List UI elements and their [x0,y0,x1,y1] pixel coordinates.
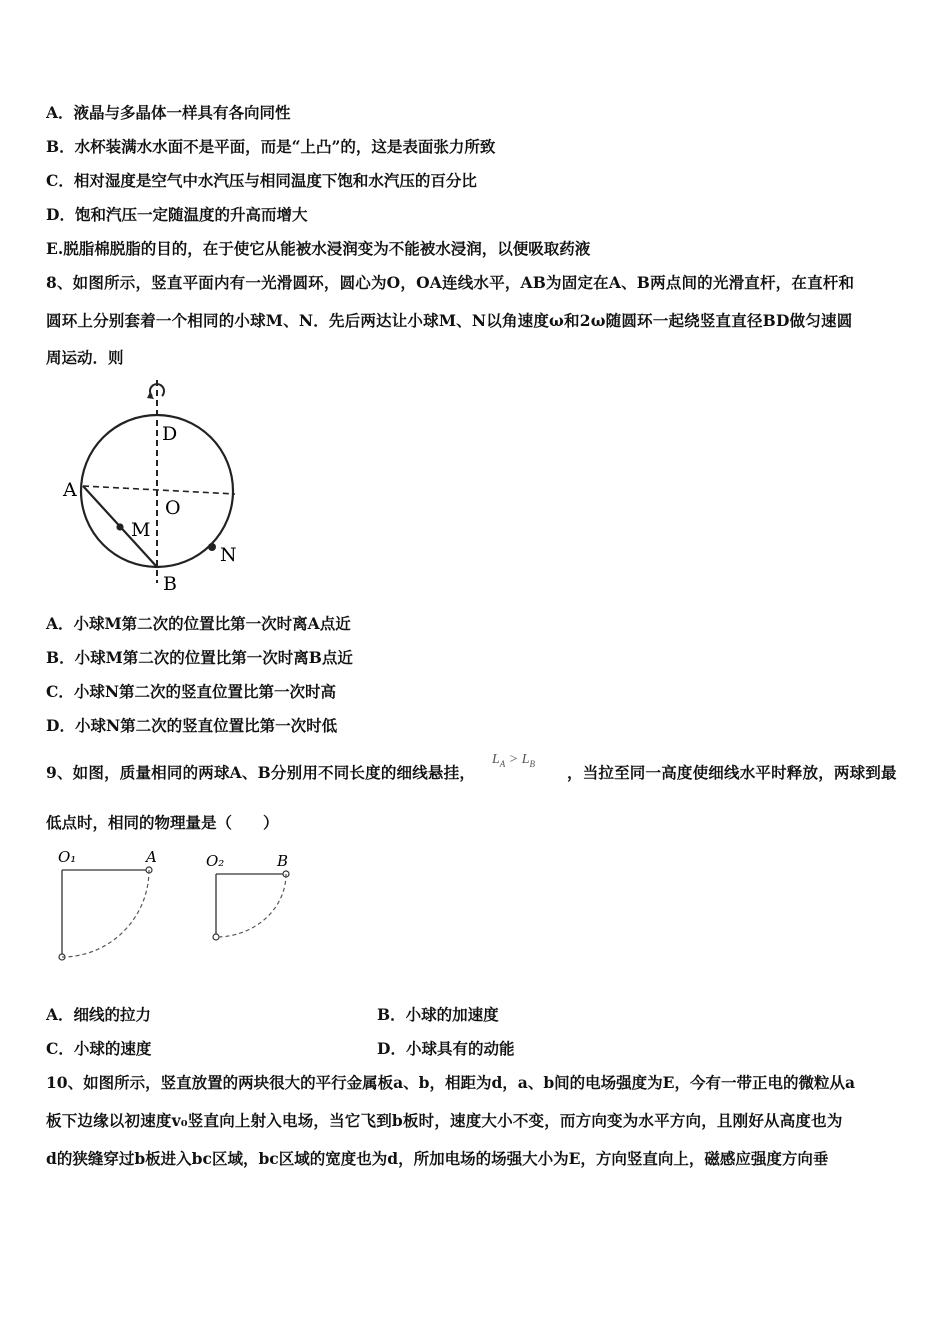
q9-option-b: B．小球的加速度 [377,1005,499,1024]
q8-stem-line1: 8、如图所示，竖直平面内有一光滑圆环，圆心为O，OA连线水平，AB为固定在A、B两点间的光滑直杆，在直杆和 [46,273,855,292]
q7-option-c: C．相对湿度是空气中水汽压与相同温度下饱和水汽压的百分比 [46,171,477,190]
q9-option-d: D．小球具有的动能 [377,1039,515,1058]
q9-figure-pendulums [48,845,308,970]
q9-stem-line1-pre: 9、如图，质量相同的两球A、B分别用不同长度的细线悬挂， [46,763,476,782]
label-b-ball: B [277,852,289,870]
label-a-ball: A [146,848,157,866]
label-d: D [162,423,178,445]
q8-stem-line2: 圆环上分别套着一个相同的小球M、N．先后两达让小球M、N以角速度ω和2ω随圆环一起绕竖直直径BD做匀速圆 [46,311,853,330]
label-a: A [63,479,77,501]
q10-stem-line3: d的狭缝穿过b板进入bc区域，bc区域的宽度也为d，所加电场的场强大小为E，方向竖直向上，磁感应强度方向垂 [46,1149,829,1168]
q8-option-a: A．小球M第二次的位置比第一次时离A点近 [46,614,351,633]
q9-option-a: A．细线的拉力 [46,1005,152,1024]
q8-stem-line3: 周运动．则 [46,348,124,367]
q10-stem-line2: 板下边缘以初速度v₀竖直向上射入电场，当它飞到b板时，速度大小不变，而方向变为水平方向，且刚好从高度也为 [46,1111,843,1130]
ball-n [208,543,216,551]
label-o2: O₂ [206,852,225,870]
label-b: B [163,573,177,595]
q7-option-b: B．水杯装满水水面不是平面，而是“上凸”的，这是表面张力所致 [46,137,496,156]
q8-figure-ring [55,378,255,600]
q7-option-a: A．液晶与多晶体一样具有各向同性 [46,103,291,122]
q9-option-c: C．小球的速度 [46,1039,152,1058]
label-m: M [131,519,151,541]
label-o: O [165,497,181,519]
q10-stem-line1: 10、如图所示，竖直放置的两块很大的平行金属板a、b，相距为d，a、b间的电场强度为E，今有一带正电的微粒从a [46,1073,856,1092]
label-o1: O₁ [58,848,77,866]
q9-stem-line1-post: ，当拉至同一高度使细线水平时释放，两球到最 [567,763,897,782]
q9-stem-line2: 低点时，相同的物理量是（ ） [46,813,279,832]
q8-option-b: B．小球M第二次的位置比第一次时离B点近 [46,648,353,667]
q7-option-d: D．饱和汽压一定随温度的升高而增大 [46,205,308,224]
ball-m [116,523,123,530]
label-n: N [220,544,237,566]
q9-formula: $L_A > L_B$ [492,752,536,769]
line-oa [83,486,235,494]
q8-option-d: D．小球N第二次的竖直位置比第一次时低 [46,716,338,735]
q8-option-c: C．小球N第二次的竖直位置比第一次时高 [46,682,337,701]
q7-option-e: E.脱脂棉脱脂的目的，在于使它从能被水浸润变为不能被水浸润，以便吸取药液 [46,239,591,258]
